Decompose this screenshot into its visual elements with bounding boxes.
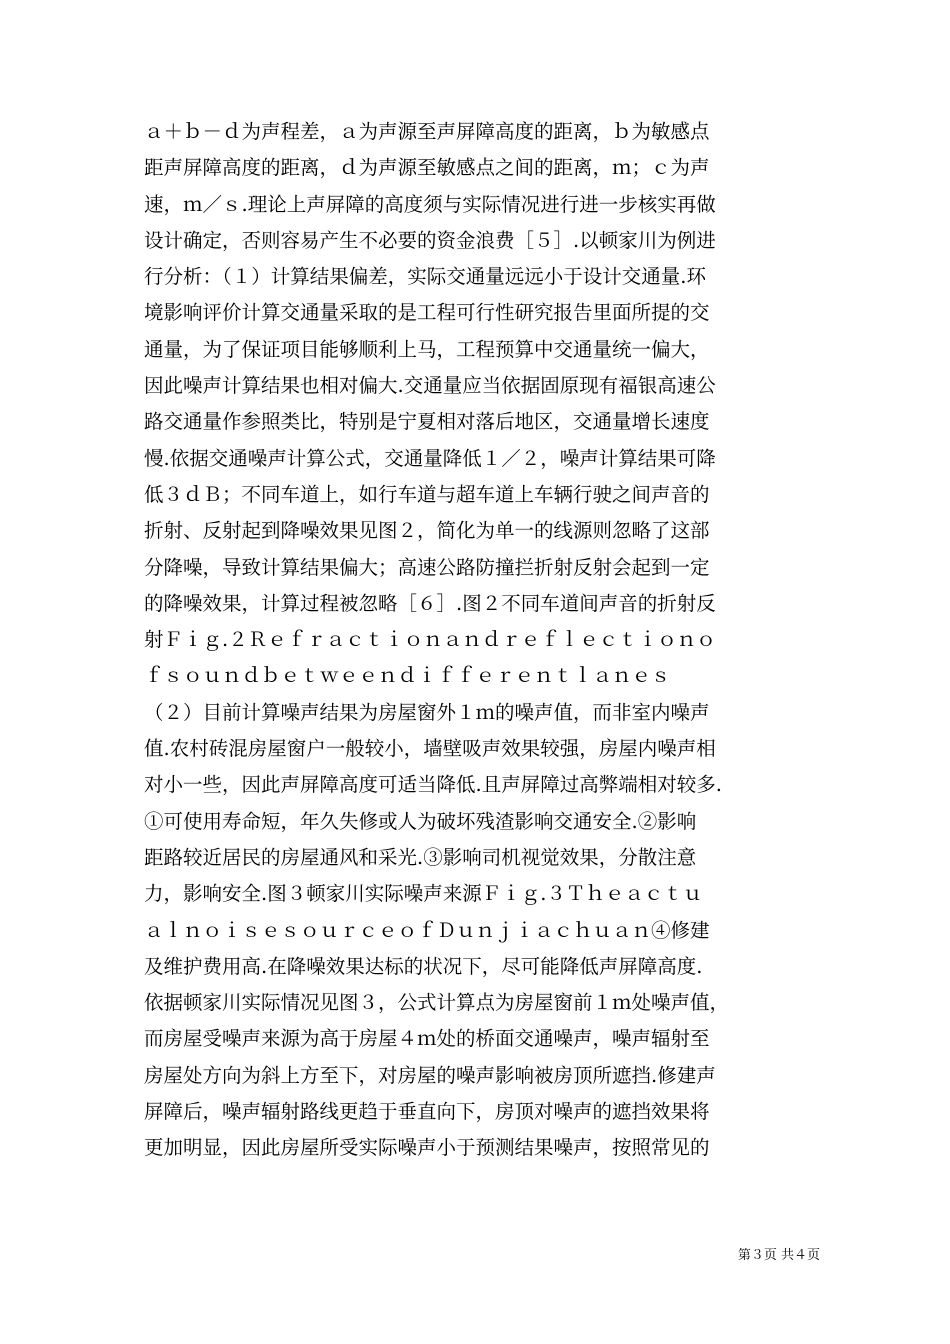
page-number: 第３页 共４页 — [737, 1248, 820, 1263]
text-line-29: 更加明显，因此房屋所受实际噪声小于预测结果噪声，按照常见的 — [144, 1136, 710, 1160]
text-line-22: 力，影响安全.图３顿家川实际噪声来源Ｆｉｇ.３Ｔｈｅａｃｔｕ — [144, 882, 703, 906]
text-line-5: 行分析：（１）计算结果偏差，实际交通量远远小于设计交通量.环 — [144, 265, 706, 289]
text-line-8: 因此噪声计算结果也相对偏大.交通量应当依据固原现有福银高速公 — [144, 374, 716, 398]
text-line-2: 距声屏障高度的距离，ｄ为声源至敏感点之间的距离，ｍ；ｃ为声 — [144, 156, 710, 180]
text-line-27: 房屋处方向为斜上方至下，对房屋的噪声影响被房顶所遮挡.修建声 — [144, 1063, 716, 1087]
text-line-19: 对小一些，因此声屏障高度可适当降低.且声屏障过高弊端相对较多. — [144, 773, 722, 797]
text-line-11: 低３ｄＢ；不同车道上，如行车道与超车道上车辆行驶之间声音的 — [144, 482, 710, 506]
text-line-16: ｆｓｏｕｎｄｂｅｔｗｅｅｎｄｉｆｆｅｒｅｎｔｌａｎｅｓ — [144, 664, 671, 688]
text-line-25: 依据顿家川实际情况见图３，公式计算点为房屋窗前１ｍ处噪声值， — [144, 991, 730, 1015]
text-line-12: 折射、反射起到降噪效果见图２，简化为单一的线源则忽略了这部 — [144, 519, 710, 543]
text-line-7: 通量，为了保证项目能够顺利上马，工程预算中交通量统一偏大， — [144, 337, 710, 361]
text-line-14: 的降噪效果，计算过程被忽略［６］.图２不同车道间声音的折射反 — [144, 591, 716, 615]
text-line-28: 屏障后，噪声辐射路线更趋于垂直向下，房顶对噪声的遮挡效果将 — [144, 1100, 710, 1124]
body-text — [144, 114, 814, 1167]
text-line-3: 速，ｍ／ｓ.理论上声屏障的高度须与实际情况进行进一步核实再做 — [144, 192, 716, 216]
text-line-10: 慢.依据交通噪声计算公式，交通量降低１／２，噪声计算结果可降 — [144, 446, 716, 470]
text-line-13: 分降噪，导致计算结果偏大；高速公路防撞拦折射反射会起到一定 — [144, 555, 710, 579]
text-line-20: ①可使用寿命短，年久失修或人为破坏残渣影响交通安全.②影响 — [144, 809, 697, 833]
text-line-26: 而房屋受噪声来源为高于房屋４ｍ处的桥面交通噪声，噪声辐射至 — [144, 1027, 710, 1051]
text-line-23: ａｌｎｏｉｓｅｓｏｕｒｃｅｏｆＤｕｎｊｉａｃｈｕａｎ④修建 — [144, 918, 710, 942]
text-line-18: 值.农村砖混房屋窗户一般较小，墙壁吸声效果较强，房屋内噪声相 — [144, 737, 716, 761]
text-line-15: 射Ｆｉｇ.２Ｒｅｆｒａｃｔｉｏｎａｎｄｒｅｆｌｅｃｔｉｏｎｏ — [144, 628, 716, 652]
text-line-21: 距路较近居民的房屋通风和采光.③影响司机视觉效果，分散注意 — [144, 845, 697, 869]
text-line-1: ａ＋ｂ－ｄ为声程差，ａ为声源至声屏障高度的距离，ｂ为敏感点 — [144, 120, 710, 143]
text-line-9: 路交通量作参照类比，特别是宁夏相对落后地区，交通量增长速度 — [144, 410, 710, 434]
text-line-4: 设计确定，否则容易产生不必要的资金浪费［５］.以顿家川为例进 — [144, 228, 716, 252]
text-line-24: 及维护费用高.在降噪效果达标的状况下，尽可能降低声屏障高度. — [144, 954, 703, 978]
text-line-6: 境影响评价计算交通量采取的是工程可行性研究报告里面所提的交 — [144, 301, 710, 325]
text-line-17: （２）目前计算噪声结果为房屋窗外１ｍ的噪声值，而非室内噪声 — [144, 700, 710, 724]
